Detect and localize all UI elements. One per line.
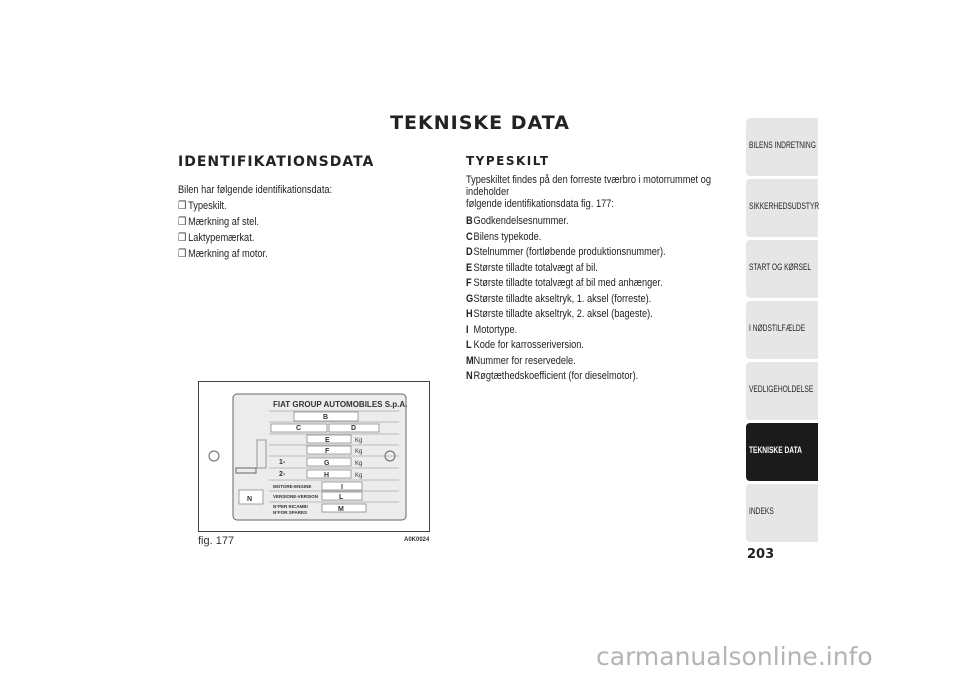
identification-list (178, 182, 430, 262)
svg-text:Kg: Kg (355, 461, 363, 467)
svg-text:Kg: Kg (355, 473, 363, 479)
list-item: B Godkendelsesnummer. (466, 215, 569, 227)
svg-text:Kg: Kg (355, 449, 363, 455)
tab-tekniske-data[interactable]: TEKNISKE DATA (746, 423, 818, 481)
tab-start-og-korsel[interactable]: START OG KØRSEL (746, 240, 818, 298)
plate-field-c: C (296, 425, 302, 432)
list-item: F Største tilladte totalvægt af bil med anhænger. (466, 277, 663, 289)
plate-field-e: E (325, 437, 330, 444)
identification-intro: Bilen har følgende identifikationsdata: (178, 184, 333, 196)
typeskilt-description (466, 174, 743, 385)
svg-text:MOTORE-ENGINE: MOTORE-ENGINE (273, 484, 312, 489)
svg-text:1-: 1- (279, 459, 286, 466)
tab-vedligeholdelse[interactable]: VEDLIGEHOLDELSE (746, 362, 818, 420)
plate-field-i: I (341, 484, 343, 491)
section-heading-typeskilt: TYPESKILT (466, 154, 550, 168)
svg-text:N°PER RICAMBI: N°PER RICAMBI (273, 504, 308, 509)
list-item: ❒ Typeskilt. (178, 200, 227, 212)
figure-caption: fig. 177 (198, 535, 235, 547)
svg-text:N°FOR SPARES: N°FOR SPARES (273, 510, 307, 515)
figure-code: A0K0024 (404, 537, 430, 543)
list-item: C Bilens typekode. (466, 230, 542, 243)
watermark: carmanualsonline.info (596, 642, 873, 671)
plate-field-d: D (351, 425, 357, 432)
checkbox-bullet-icon: ❒ (178, 248, 187, 260)
plate-field-n: N (247, 496, 253, 503)
list-item: N Røgtæthedskoefficient (for dieselmotor). (466, 370, 639, 382)
svg-text:VERSIONE-VERSION: VERSIONE-VERSION (273, 494, 319, 499)
section-heading-identifikationsdata: IDENTIFIKATIONSDATA (178, 154, 375, 170)
chapter-tabs (746, 118, 818, 545)
plate-field-b: B (323, 414, 329, 421)
rivet-left-icon (209, 451, 219, 461)
checkbox-bullet-icon: ❒ (178, 200, 187, 212)
list-item: D Stelnummer (fortløbende produktionsnummer). (466, 246, 666, 258)
plate-field-g: G (324, 460, 330, 467)
list-item: ❒ Mærkning af stel. (178, 216, 259, 228)
checkbox-bullet-icon: ❒ (178, 216, 187, 228)
svg-text:2-: 2- (279, 471, 286, 478)
plate-title: FIAT GROUP AUTOMOBILES S.p.A. (273, 400, 408, 409)
type-plate-figure (198, 381, 430, 532)
tab-i-nodstilfaelde[interactable]: I NØDSTILFÆLDE (746, 301, 818, 359)
tab-bilens-indretning[interactable]: BILENS INDRETNING (746, 118, 818, 176)
svg-text:Kg: Kg (355, 438, 363, 444)
plate-field-h: H (324, 472, 330, 479)
plate-field-l: L (339, 494, 344, 501)
list-item: E Største tilladte totalvægt af bil. (466, 261, 598, 274)
type-plate-illustration (199, 382, 429, 531)
typeskilt-intro: Typeskiltet findes på den forreste tværbro i motorrummet og indeholder følgende identifikationsdata fig. 177: (466, 174, 711, 210)
list-item: G Største tilladte akseltryk, 1. aksel (forreste). (466, 292, 652, 305)
list-item: ❒ Mærkning af motor. (178, 248, 268, 260)
page-title: TEKNISKE DATA (390, 112, 570, 134)
page-number: 203 (747, 547, 775, 562)
tab-sikkerhedsudstyr[interactable]: SIKKERHEDSUDSTYR (746, 179, 818, 237)
tab-indeks[interactable]: INDEKS (746, 484, 818, 542)
list-item: H Største tilladte akseltryk, 2. aksel (bageste). (466, 308, 653, 320)
plate-field-m: M (338, 506, 344, 513)
list-item: ❒ Laktypemærkat. (178, 232, 255, 244)
list-item: M Nummer for reservedele. (466, 354, 576, 367)
list-item: L Kode for karrosseriversion. (466, 339, 584, 351)
checkbox-bullet-icon: ❒ (178, 232, 187, 244)
list-item: I Motortype. (466, 323, 518, 336)
plate-field-f: F (325, 448, 330, 455)
